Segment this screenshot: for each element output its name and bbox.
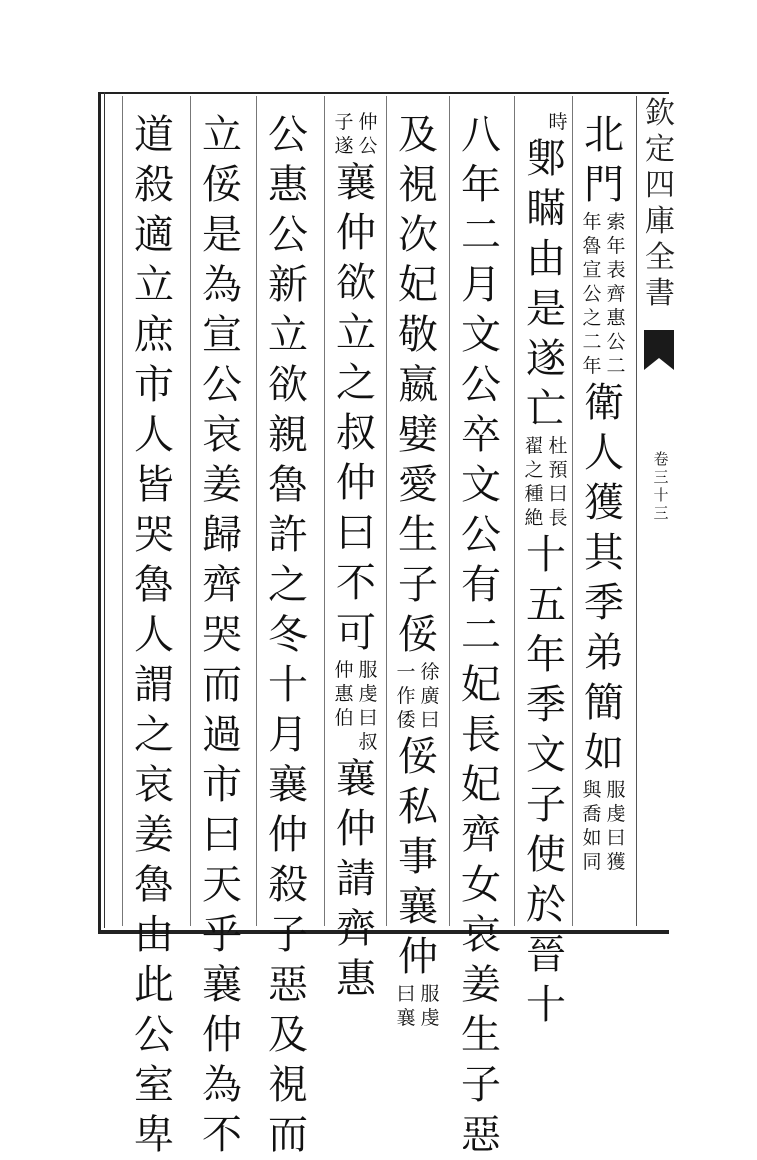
main-char: 妃: [398, 262, 438, 308]
annotation-char: 年: [606, 235, 626, 257]
main-char: 視: [398, 162, 438, 208]
main-char: 私: [398, 784, 438, 830]
main-char: 新: [268, 262, 308, 308]
vertical-char: 定: [645, 132, 675, 167]
annotation-char: 時: [548, 111, 568, 133]
column-rule: [190, 96, 191, 926]
annotation-char: 年: [582, 355, 602, 377]
annotation-left-line: [333, 110, 355, 158]
main-char: 五: [526, 582, 566, 628]
annotation-char: 之: [582, 307, 602, 329]
annotation-right-line: [419, 982, 441, 1030]
main-char: 襄: [336, 160, 376, 206]
main-char: 公: [268, 212, 308, 258]
annotation-char: 惠: [334, 683, 354, 705]
annotation-left-line: [581, 210, 603, 378]
main-char: 衛: [584, 380, 624, 426]
annotation-left-line: [523, 110, 545, 134]
main-char: 姜: [202, 462, 242, 508]
vertical-char: 四: [645, 168, 675, 203]
main-char: 季: [526, 682, 566, 728]
main-char: 仲: [336, 210, 376, 256]
main-char: 公: [202, 362, 242, 408]
main-char: 魯: [268, 462, 308, 508]
main-char: 敬: [398, 312, 438, 358]
main-char: 使: [526, 832, 566, 878]
main-char: 及: [268, 1012, 308, 1058]
main-char: 惡: [268, 962, 308, 1008]
annotation-right-line: [419, 660, 441, 732]
main-char: 惠: [336, 956, 376, 1002]
main-char: 姜: [134, 812, 174, 858]
annotation-char: 曰: [606, 827, 626, 849]
annotation-char: 遂: [334, 135, 354, 157]
text-column: [262, 110, 314, 1160]
main-char: 襄: [336, 756, 376, 802]
main-char: 襄: [398, 884, 438, 930]
annotation-right-line: [357, 658, 379, 754]
main-char: 女: [461, 862, 501, 908]
main-char: 生: [461, 1012, 501, 1058]
main-char: 是: [202, 212, 242, 258]
main-char: 人: [134, 612, 174, 658]
annotation-char: 服: [358, 659, 378, 681]
main-char: 襄: [268, 762, 308, 808]
main-char: 北: [584, 112, 624, 158]
main-char: 惠: [268, 162, 308, 208]
main-char: 嬖: [398, 412, 438, 458]
main-char: 襄: [202, 962, 242, 1008]
main-char: 宣: [202, 312, 242, 358]
main-char: 立: [134, 262, 174, 308]
annotation-char: 叔: [358, 731, 378, 753]
main-char: 殺: [134, 162, 174, 208]
annotation-char: 長: [548, 507, 568, 529]
main-char: 不: [336, 560, 376, 606]
main-char: 公: [461, 362, 501, 408]
main-char: 哭: [202, 612, 242, 658]
main-char: 長: [461, 712, 501, 758]
frame-inner-rule: [104, 92, 105, 928]
column-rule: [256, 96, 257, 926]
text-column: [196, 110, 248, 1160]
annotation-char: 惠: [606, 307, 626, 329]
annotation-char: 表: [606, 259, 626, 281]
main-char: 人: [584, 430, 624, 476]
main-char: 季: [584, 580, 624, 626]
annotation-char: 作: [396, 685, 416, 707]
main-char: 室: [134, 1062, 174, 1108]
main-char: 二: [461, 212, 501, 258]
main-char: 天: [202, 862, 242, 908]
annotation-char: 種: [524, 483, 544, 505]
annotation-left-line: [395, 982, 417, 1030]
main-char: 由: [134, 912, 174, 958]
main-char: 次: [398, 212, 438, 258]
column-rule: [122, 96, 123, 926]
annotation-char: 與: [582, 779, 602, 801]
main-char: 公: [134, 1012, 174, 1058]
annotation-char: 服: [606, 779, 626, 801]
main-char: 適: [134, 212, 174, 258]
main-char: 子: [461, 1062, 501, 1108]
main-char: 齊: [336, 906, 376, 952]
annotation-char: 虔: [606, 803, 626, 825]
main-char: 嬴: [398, 362, 438, 408]
main-char: 如: [584, 730, 624, 776]
main-char: 立: [336, 310, 376, 356]
main-char: 俀: [398, 612, 438, 658]
main-char: 子: [526, 782, 566, 828]
annotation-char: 年: [582, 211, 602, 233]
main-char: 於: [526, 882, 566, 928]
annotation-char: 曰: [420, 709, 440, 731]
annotation: [520, 110, 572, 134]
main-char: 瞞: [526, 186, 566, 232]
annotation-char: 襄: [396, 1007, 416, 1029]
main-char: 不: [202, 1112, 242, 1158]
main-char: 可: [336, 610, 376, 656]
annotation-char: 公: [358, 135, 378, 157]
main-char: 叔: [336, 410, 376, 456]
annotation-char: 索: [606, 211, 626, 233]
main-char: 文: [461, 462, 501, 508]
main-char: 魯: [134, 562, 174, 608]
main-char: 子: [268, 912, 308, 958]
main-char: 弟: [584, 630, 624, 676]
main-char: 是: [526, 286, 566, 332]
main-char: 仲: [398, 934, 438, 980]
main-char: 十: [526, 532, 566, 578]
main-char: 此: [134, 962, 174, 1008]
annotation-char: 曰: [548, 483, 568, 505]
annotation-right-line: [547, 434, 569, 530]
annotation-char: 如: [582, 827, 602, 849]
main-char: 文: [526, 732, 566, 778]
main-char: 魯: [134, 862, 174, 908]
main-char: 晉: [526, 932, 566, 978]
main-char: 立: [268, 312, 308, 358]
vertical-char: 卷: [653, 450, 669, 468]
annotation-char: 魯: [582, 235, 602, 257]
main-char: 月: [461, 262, 501, 308]
text-column: [128, 110, 180, 1160]
main-char: 歸: [202, 512, 242, 558]
annotation-char: 伯: [334, 707, 354, 729]
main-char: 事: [398, 834, 438, 880]
main-char: 而: [202, 662, 242, 708]
main-char: 親: [268, 412, 308, 458]
main-char: 欲: [268, 362, 308, 408]
vertical-char: 庫: [645, 204, 675, 239]
annotation-char: 倭: [396, 709, 416, 731]
main-char: 簡: [584, 680, 624, 726]
main-char: 為: [202, 1062, 242, 1108]
main-char: 哀: [134, 762, 174, 808]
annotation-char: 杜: [548, 435, 568, 457]
text-column: [578, 110, 630, 874]
annotation-char: 曰: [396, 983, 416, 1005]
main-char: 曰: [336, 510, 376, 556]
annotation-char: 廣: [420, 685, 440, 707]
vertical-char: 書: [645, 276, 675, 311]
main-char: 十: [268, 662, 308, 708]
annotation-char: 服: [420, 983, 440, 1005]
annotation: [392, 660, 444, 732]
annotation-char: 同: [582, 851, 602, 873]
main-char: 獲: [584, 480, 624, 526]
main-char: 其: [584, 530, 624, 576]
main-char: 冬: [268, 612, 308, 658]
main-char: 之: [336, 360, 376, 406]
main-char: 亡: [526, 386, 566, 432]
main-char: 哀: [461, 912, 501, 958]
annotation: [578, 210, 630, 378]
main-char: 子: [398, 562, 438, 608]
annotation: [392, 982, 444, 1030]
main-char: 卒: [461, 412, 501, 458]
column-rule: [324, 96, 325, 926]
main-char: 文: [461, 312, 501, 358]
vertical-char: 欽: [645, 96, 675, 131]
main-char: 視: [268, 1062, 308, 1108]
main-char: 立: [202, 112, 242, 158]
annotation-char: 徐: [420, 661, 440, 683]
main-char: 仲: [202, 1012, 242, 1058]
main-char: 門: [584, 162, 624, 208]
vertical-char: 全: [645, 240, 675, 275]
main-char: 俀: [398, 734, 438, 780]
main-char: 公: [268, 112, 308, 158]
main-char: 卑: [134, 1112, 174, 1158]
annotation-left-line: [333, 658, 355, 754]
main-char: 許: [268, 512, 308, 558]
main-char: 俀: [202, 162, 242, 208]
column-rule: [514, 96, 515, 926]
annotation-char: 喬: [582, 803, 602, 825]
annotation-right-line: [547, 110, 569, 134]
annotation-char: 公: [582, 283, 602, 305]
main-char: 惡: [461, 1112, 501, 1158]
main-char: 妃: [461, 662, 501, 708]
annotation-left-line: [523, 434, 545, 530]
main-char: 而: [268, 1112, 308, 1158]
main-char: 月: [268, 712, 308, 758]
annotation-char: 二: [606, 355, 626, 377]
annotation-char: 宣: [582, 259, 602, 281]
main-char: 年: [461, 162, 501, 208]
main-char: 有: [461, 562, 501, 608]
annotation-char: 齊: [606, 283, 626, 305]
main-char: 過: [202, 712, 242, 758]
main-char: 齊: [202, 562, 242, 608]
annotation-char: 虔: [420, 1007, 440, 1029]
annotation-char: 預: [548, 459, 568, 481]
annotation: [578, 778, 630, 874]
annotation-right-line: [605, 210, 627, 378]
vertical-char: 三: [653, 468, 669, 486]
annotation-char: 獲: [606, 851, 626, 873]
annotation-right-line: [357, 110, 379, 158]
main-char: 仲: [336, 460, 376, 506]
annotation-char: 仲: [334, 659, 354, 681]
main-char: 姜: [461, 962, 501, 1008]
main-char: 哭: [134, 512, 174, 558]
annotation-left-line: [395, 660, 417, 732]
main-char: 請: [336, 856, 376, 902]
main-char: 遂: [526, 336, 566, 382]
vertical-char: 十: [653, 486, 669, 504]
text-column: [392, 110, 444, 1030]
main-char: 仲: [336, 806, 376, 852]
annotation: [330, 658, 382, 754]
main-char: 為: [202, 262, 242, 308]
annotation: [330, 110, 382, 158]
annotation-right-line: [605, 778, 627, 874]
annotation-left-line: [581, 778, 603, 874]
annotation-char: 虔: [358, 683, 378, 705]
main-char: 之: [268, 562, 308, 608]
text-column: [455, 110, 507, 1160]
main-char: 愛: [398, 462, 438, 508]
text-column: [330, 110, 382, 1004]
volume-label: [650, 450, 672, 522]
column-rule: [386, 96, 387, 926]
main-char: 殺: [268, 862, 308, 908]
annotation-char: 絶: [524, 507, 544, 529]
main-char: 生: [398, 512, 438, 558]
annotation: [520, 434, 572, 530]
main-char: 鄋: [526, 136, 566, 182]
main-char: 市: [134, 362, 174, 408]
text-column: [520, 110, 572, 1030]
main-char: 仲: [268, 812, 308, 858]
annotation-char: 曰: [358, 707, 378, 729]
annotation-char: 翟: [524, 435, 544, 457]
main-char: 齊: [461, 812, 501, 858]
main-char: 欲: [336, 260, 376, 306]
main-char: 謂: [134, 662, 174, 708]
main-char: 二: [461, 612, 501, 658]
annotation-char: 一: [396, 661, 416, 683]
column-rule: [449, 96, 450, 926]
main-char: 哀: [202, 412, 242, 458]
main-char: 及: [398, 112, 438, 158]
main-char: 乎: [202, 912, 242, 958]
main-char: 皆: [134, 462, 174, 508]
main-char: 人: [134, 412, 174, 458]
main-char: 妃: [461, 762, 501, 808]
column-rule: [572, 96, 573, 926]
main-char: 十: [526, 982, 566, 1028]
main-char: 道: [134, 112, 174, 158]
main-char: 曰: [202, 812, 242, 858]
annotation-char: 仲: [358, 111, 378, 133]
annotation-char: 子: [334, 111, 354, 133]
main-char: 之: [134, 712, 174, 758]
main-char: 年: [526, 632, 566, 678]
main-char: 庶: [134, 312, 174, 358]
annotation-char: 二: [582, 331, 602, 353]
vertical-char: 三: [653, 504, 669, 522]
main-char: 市: [202, 762, 242, 808]
main-char: 由: [526, 236, 566, 282]
title-strip-rule: [636, 96, 637, 926]
book-title: [640, 96, 680, 316]
main-char: 八: [461, 112, 501, 158]
annotation-char: 公: [606, 331, 626, 353]
main-char: 公: [461, 512, 501, 558]
annotation-char: 之: [524, 459, 544, 481]
